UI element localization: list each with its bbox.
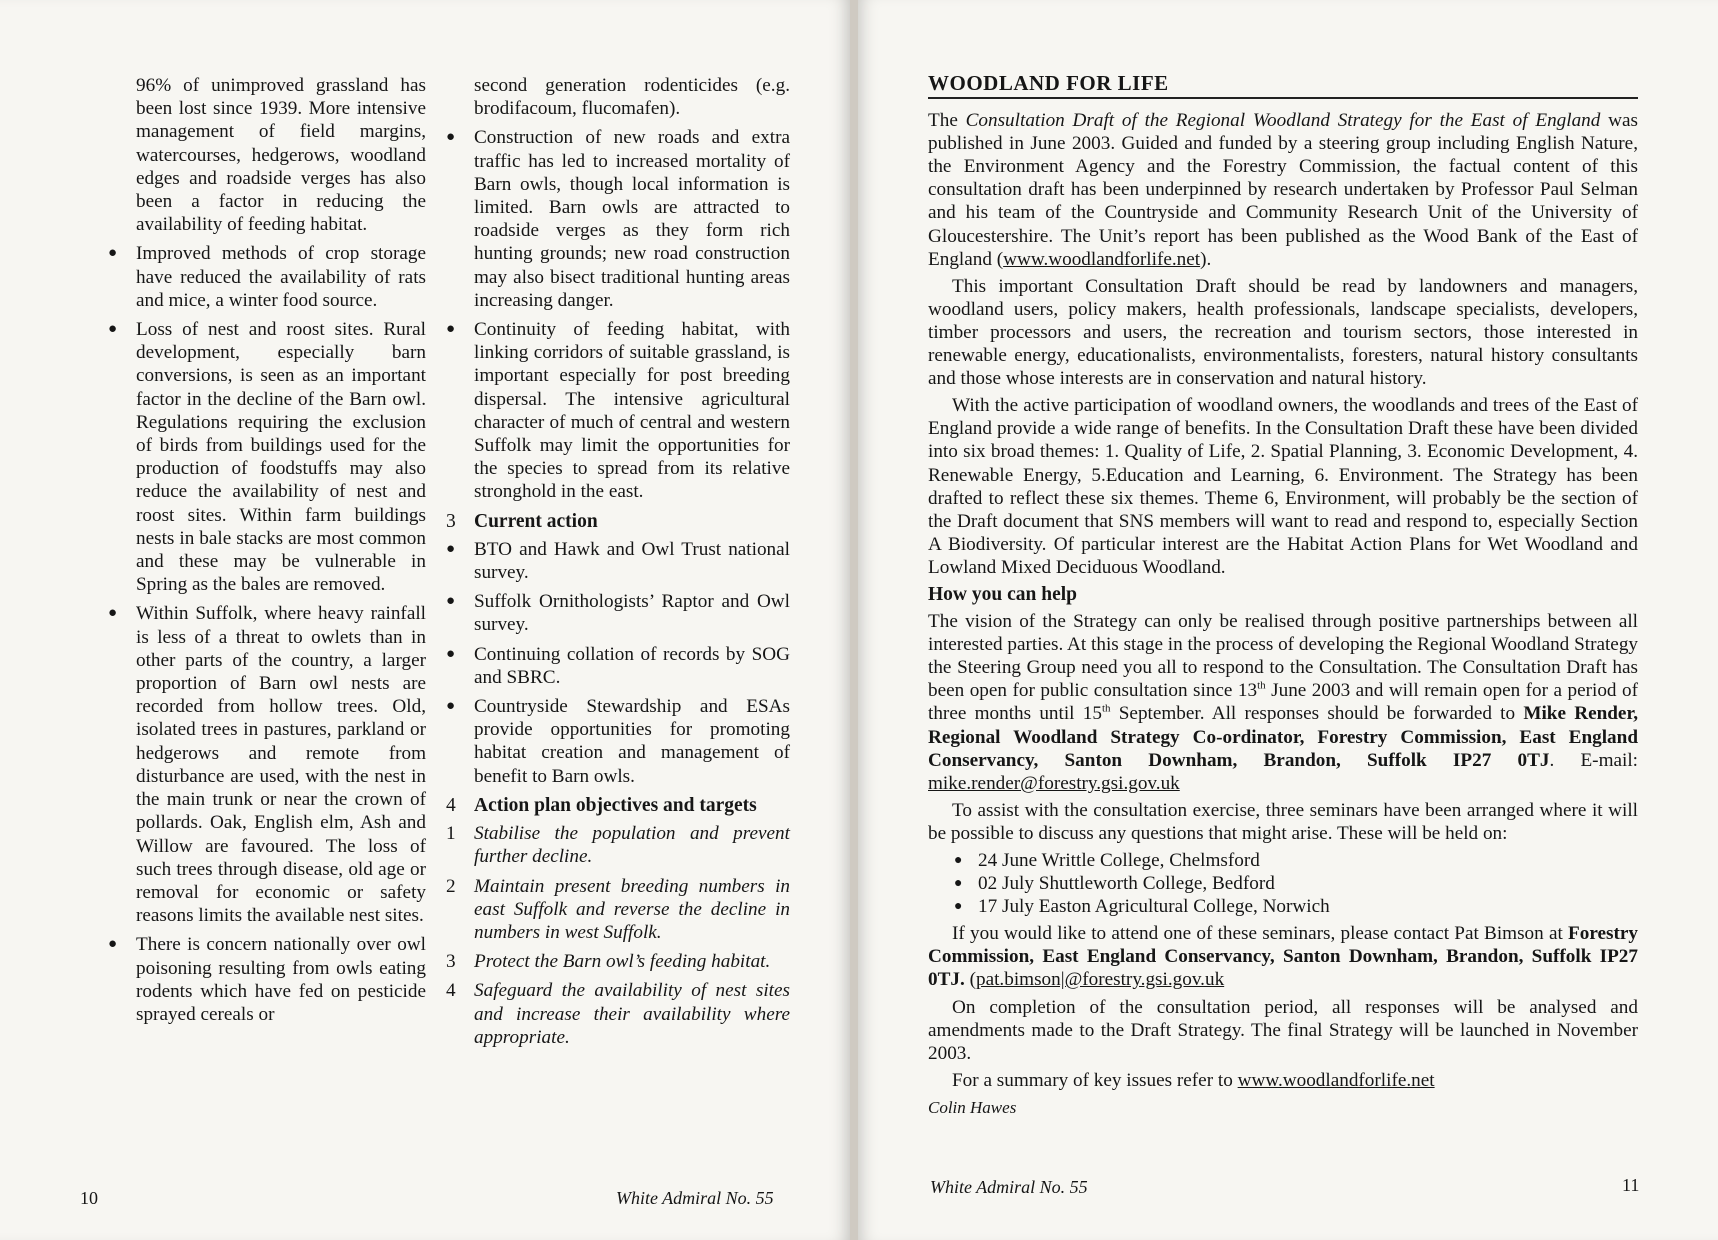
text-span: . E-mail: xyxy=(1549,749,1638,771)
paragraph-seminars: To assist with the consultation exercise, three seminars have been arranged where it will be possible to discuss any questions that might arise. These will be held on: xyxy=(928,799,1638,844)
text-span: was published in June 2003. Guided and funded by a steering group including English Nature, the Environment Agency and the Forestry Commission, the factual content of this consultation draft has been underpinned by research undertaken by Professor Paul Selman and his team of the Countryside and Community Research Unit of the University of Gloucestershire. The Unit’s report has been published as the Wood Bank of the East of England ( xyxy=(928,110,1638,270)
text-span: June 2003 and will remain open for a period of three months until 15 xyxy=(928,680,1638,725)
email-link[interactable]: mike.render@forestry.gsi.gov.uk xyxy=(928,772,1180,794)
column2-continuation: second generation rodenticides (e.g. brodifacoum, flucomafen). xyxy=(474,75,790,120)
email-link[interactable]: pat.bimson|@forestry.gsi.gov.uk xyxy=(975,969,1225,991)
list-item: ● Improved methods of crop storage have reduced the availability of rats and mice, a winter food source. xyxy=(108,242,426,312)
paragraph-attend xyxy=(928,922,1638,991)
seminar-list xyxy=(928,849,1638,918)
list-item xyxy=(446,979,790,1049)
woodland-link[interactable]: www.woodlandforlife.net xyxy=(1237,1069,1435,1091)
objective-text: Protect the Barn owl’s feeding habitat. xyxy=(474,951,771,973)
paragraph-vision xyxy=(928,610,1638,795)
column1-continuation: 96% of unimproved grassland has been lost since 1939. More intensive management of field margins, watercourses, hedgerows, woodland edges and roadside verges has also been a factor in reducing the availability of feeding habitat. xyxy=(136,75,426,236)
list-item: ● Suffolk Ornithologists’ Raptor and Owl survey. xyxy=(446,590,790,636)
right-magazine-footer: White Admiral No. 55 xyxy=(930,1177,1088,1197)
list-item: ● Within Suffolk, where heavy rainfall is less of a threat to owlets than in other parts of the country, a larger proportion of Barn owl nests are recorded from hollow trees. Old, isolated trees in pastures, parkland or hedgerows and remote from disturbance are used, with the nest in the main trunk or near the crown of pollards. Oak, English elm, Ash and Willow are favoured. The loss of such trees through disease, old age or removal for economic or safety reasons limits the available nest sites. xyxy=(108,602,426,927)
list-item: ● Countryside Stewardship and ESAs provide opportunities for promoting habitat creation and management of benefit to Barn owls. xyxy=(446,695,790,788)
list-item: ● BTO and Hawk and Owl Trust national survey. xyxy=(446,538,790,584)
paragraph-summary xyxy=(928,1069,1638,1092)
section-title: Action plan objectives and targets xyxy=(474,794,757,816)
left-page-number: 10 xyxy=(80,1188,98,1208)
list-item: ● Construction of new roads and extra traffic has led to increased mortality of Barn owls, though local information is limited. Barn owls are attracted to roadside verges as they form rich hunting grounds; new road construction may also bisect traditional hunting areas increasing danger. xyxy=(446,126,790,312)
section-heading-objectives xyxy=(446,794,790,817)
text-span: ). xyxy=(1200,248,1212,270)
objective-number: 2 xyxy=(446,875,456,897)
paragraph-audience: This important Consultation Draft should be read by landowners and managers, woodland users, policy makers, health professionals, landscape specialists, developers, timber processors and users, the recreation and tourism sectors, those interested in renewable energy, educationalists, environmentalists, foresters, natural history consultants and those whose interests are in conservation and natural history. xyxy=(928,275,1638,390)
contact-address: Mike Render, Regional Woodland Strategy Co-ordinator, Forestry Commission, East England Conservancy, Santon Downham, Brandon, Suffolk IP27 0TJ xyxy=(928,703,1638,771)
left-magazine-footer: White Admiral No. 55 xyxy=(616,1188,774,1208)
objective-text: Safeguard the availability of nest sites and increase their availability where appropriate. xyxy=(474,980,790,1048)
superscript: th xyxy=(1101,703,1111,716)
objective-number: 4 xyxy=(446,980,456,1002)
text-span: If you would like to attend one of these seminars, please contact Pat Bimson at xyxy=(952,923,1569,945)
right-page-number: 11 xyxy=(1622,1175,1640,1195)
list-item: ● 02 July Shuttleworth College, Bedford xyxy=(954,872,1638,895)
text-span: The xyxy=(928,110,966,132)
superscript: th xyxy=(1257,679,1266,692)
contact-address: Forestry Commission, East England Conservancy, Santon Downham, Brandon, Suffolk IP27 0TJ. xyxy=(928,923,1638,991)
list-item: ● Continuing collation of records by SOG and SBRC. xyxy=(446,643,790,689)
section-number: 4 xyxy=(446,794,456,816)
author-name: Colin Hawes xyxy=(928,1097,1017,1117)
left-column-1 xyxy=(108,74,426,1032)
left-column-2 xyxy=(446,74,790,1055)
section-heading-current-action xyxy=(446,510,790,533)
list-item: ● Loss of nest and roost sites. Rural development, especially barn conversions, is seen as an important factor in the decline of the Barn owl. Regulations requiring the exclusion of birds from buildings used for the production of foodstuffs may also reduce the availability of nest and roost sites. Within farm buildings nests in bale stacks are most common and these may be vulnerable in Spring as the bales are removed. xyxy=(108,318,426,596)
list-item: ● There is concern nationally over owl poisoning resulting from owls eating rodents which have fed on pesticide sprayed cereals or xyxy=(108,933,426,1026)
list-item: ● 17 July Easton Agricultural College, Norwich xyxy=(954,895,1638,918)
column1-bullet-list xyxy=(108,242,426,1026)
list-item xyxy=(446,875,790,945)
objectives-list xyxy=(446,822,790,1049)
objective-number: 3 xyxy=(446,951,456,973)
objective-number: 1 xyxy=(446,823,456,845)
objective-text: Maintain present breeding numbers in east Suffolk and reverse the decline in numbers in west Suffolk. xyxy=(474,875,790,943)
paragraph-completion: On completion of the consultation period, all responses will be analysed and amendments made to the Draft Strategy. The final Strategy will be launched in November 2003. xyxy=(928,996,1638,1064)
objective-text: Stabilise the population and prevent further decline. xyxy=(474,823,790,868)
list-item: ● 24 June Writtle College, Chelmsford xyxy=(954,849,1638,872)
list-item xyxy=(446,950,790,973)
section-title: Current action xyxy=(474,510,598,532)
paragraph-intro xyxy=(928,109,1638,271)
text-span: ( xyxy=(964,969,976,991)
text-span: For a summary of key issues refer to xyxy=(952,1069,1238,1091)
paragraph-themes: With the active participation of woodland owners, the woodlands and trees of the East of England provide a wide range of benefits. In the Consultation Draft these have been divided into six broad themes: 1. Quality of Life, 2. Spatial Planning, 3. Economic Development, 4. Renewable Energy, 5.Education and Learning, 6. Environment. The Strategy has been drafted to reflect these six themes. Theme 6, Environment, will probably be the section of the Draft document that SNS members will want to read and respond to, especially Section A Biodiversity. Of particular interest are the Habitat Action Plans for Wet Woodland and Lowland Mixed Deciduous Woodland. xyxy=(928,395,1638,578)
current-action-list xyxy=(446,538,790,788)
document-title: Consultation Draft of the Regional Woodland Strategy for the East of England xyxy=(965,110,1601,132)
text-span: September. All responses should be forwarded to xyxy=(1110,703,1524,725)
column2-bullet-list xyxy=(446,126,790,503)
subheading-how-you-can-help: How you can help xyxy=(928,583,1077,605)
section-number: 3 xyxy=(446,510,456,532)
right-article xyxy=(928,72,1638,1119)
text-span: The vision of the Strategy can only be realised through positive partnerships between all interested parties. At this stage in the process of developing the Regional Woodland Strategy the Steering Group need you all to respond to the Consultation. The Consultation Draft has been open for public consultation since 13 xyxy=(928,611,1639,702)
article-title: WOODLAND FOR LIFE xyxy=(928,72,1638,99)
list-item xyxy=(446,822,790,868)
list-item: ● Continuity of feeding habitat, with linking corridors of suitable grassland, is important especially for post breeding dispersal. The intensive agricultural character of much of central and western Suffolk may limit the opportunities for the species to spread from its relative stronghold in the east. xyxy=(446,318,790,504)
woodland-link[interactable]: www.woodlandforlife.net xyxy=(1003,248,1201,270)
book-gutter xyxy=(850,0,858,1240)
